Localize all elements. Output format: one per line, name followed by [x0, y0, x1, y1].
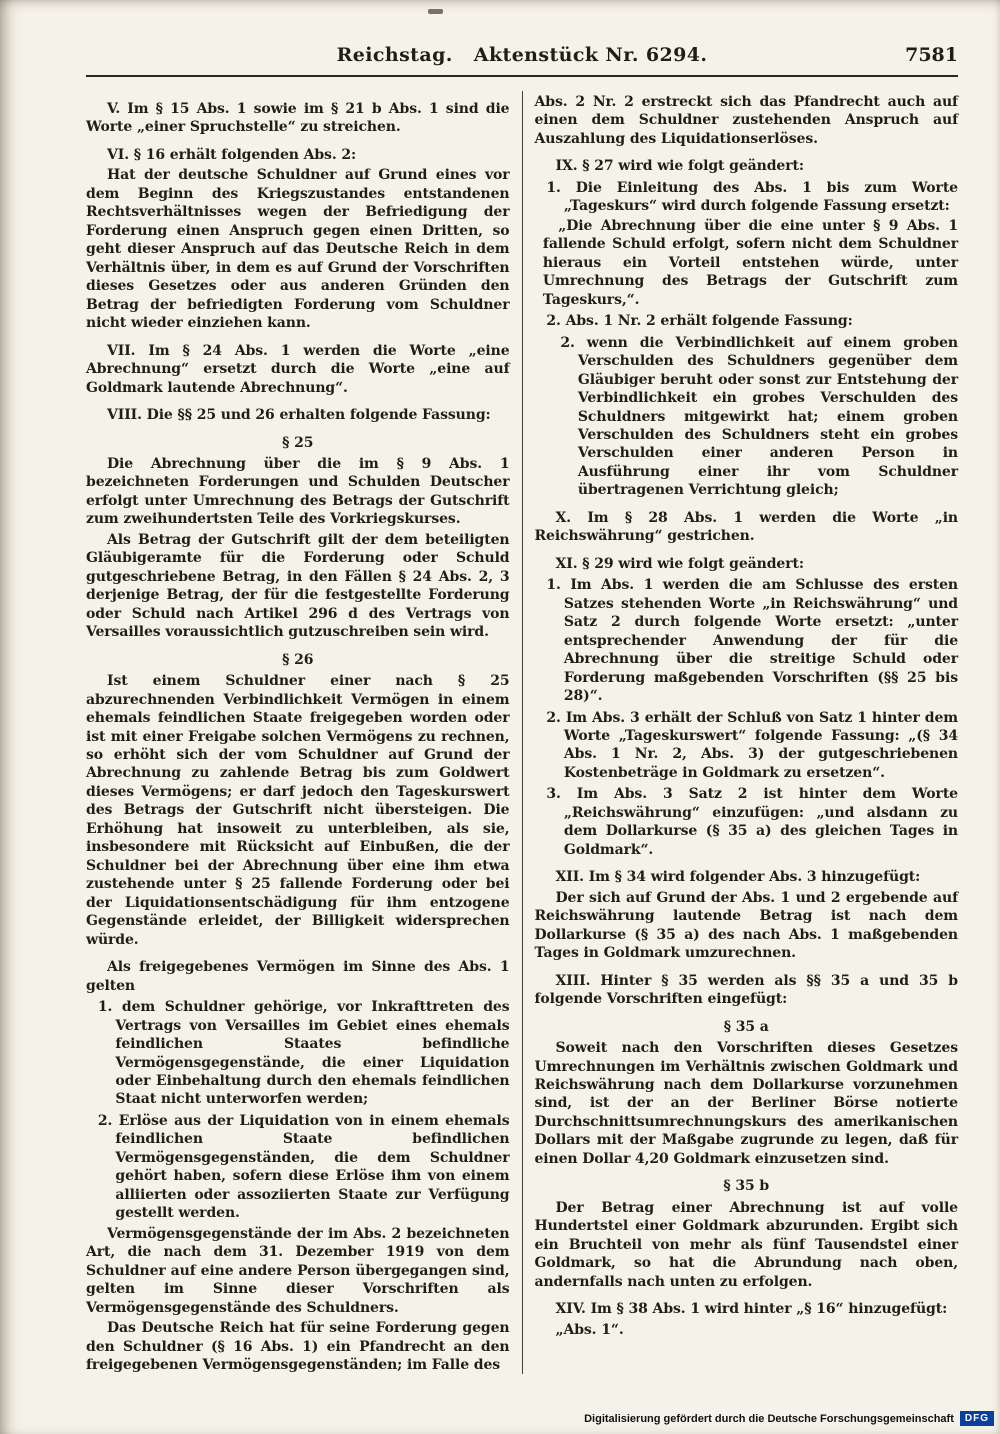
page-header: [86, 44, 958, 70]
quoted-line: „Abs. 1“.: [555, 1321, 624, 1338]
page-number: 7581: [905, 44, 958, 66]
list-item-1: 1. Im Abs. 1 werden die am Schlusse des ersten Satzes stehenden Worte „in Reichswährung“ und Satz 2 durch folgende Worte ersetzt: „unter entsprechender Anwendung der für die Abrechnung über die streitige Schuld oder Forderung maßgebenden Vorschriften (§§ 25 bis 28)“.: [546, 577, 958, 705]
paragraph: Ist einem Schuldner einer nach § 25 abzurechnenden Verbindlichkeit Vermögen in einem ehemals feindlichen Staate freigegeben worden oder ist mit einer Freigabe solchen Vermögens zu rechnen, so erhöht sich der vom Schuldner auf Grund der Abrechnung zu zahlende Betrag bis zum Goldwert dieses Vermögens; er darf jedoch den Tageskurswert des Betrags der Gutschrift nicht übersteigen. Die Erhöhung hat insoweit zu unterbleiben, als sie, insbesondere mit Rücksicht auf Einbußen, die der Schuldner bei der Abrechnung über eine ihm etwa zustehende unter § 25 fallende Forderung oder bei der Liquidationsentschädigung für ihm entzogene Gegenstände erleidet, der Billigkeit widersprechen würde.: [86, 673, 510, 948]
list-item-2: 2. Im Abs. 3 erhält der Schluß von Satz 1 hinter dem Worte „Tageskurswert“ folgende Fassung: „(§ 34 Abs. 1 Nr. 2, Abs. 3) der gutgeschriebenen Kostenbeträge in Goldmark zu ersetzen“.: [546, 709, 958, 781]
paragraph: Vermögensgegenstände der im Abs. 2 bezeichneten Art, die nach dem 31. Dezember 1919 von dem Schuldner auf eine andere Person übergegangen sind, gelten im Sinne dieser Vorschriften als Vermögensgegenstände des Schuldners.: [86, 1225, 510, 1316]
header-rule: [86, 75, 958, 77]
quoted-passage: „Die Abrechnung über die eine unter § 9 Abs. 1 fallende Schuld erfolgt, sofern nicht dem Schuldner hieraus ein Vorteil entstehen würde, unter Umrechnung des Betrags der Gutschrift zum Tageskurs,“.: [542, 217, 958, 308]
list-item-1: 1. Die Einleitung des Abs. 1 bis zum Worte „Tageskurs“ wird durch folgende Fassung ersetzt:: [546, 179, 958, 215]
column-divider: [522, 91, 523, 1374]
paragraph: Der sich auf Grund der Abs. 1 und 2 ergebende auf Reichswährung lautende Betrag ist nach dem Dollarkurse (§ 35 a) des nach Abs. 1 maßgebenden Tages in Goldmark umzurechnen.: [534, 889, 958, 962]
section-heading-25: § 25: [282, 434, 314, 451]
document-title: Reichstag. Aktenstück Nr. 6294.: [336, 44, 708, 66]
roman-item-v: V. Im § 15 Abs. 1 sowie im § 21 b Abs. 1 sind die Worte „einer Spruchstelle“ zu streichen.: [86, 101, 510, 136]
scan-artifact: [428, 9, 443, 14]
roman-item-ix: IX. § 27 wird wie folgt geändert:: [555, 158, 804, 175]
list-item-2: 2. Abs. 1 Nr. 2 erhält folgende Fassung:: [546, 313, 853, 330]
section-heading-35a: § 35 a: [723, 1018, 769, 1035]
paragraph: Die Abrechnung über die im § 9 Abs. 1 bezeichneten Forderungen und Schulden Deutscher erfolgt unter Umrechnung des Betrags der Gutschrift zum zweihundertsten Teile des Vorkriegskurses.: [86, 455, 510, 528]
paragraph-continuation: Abs. 2 Nr. 2 erstreckt sich das Pfandrecht auch auf einen dem Schuldner zustehenden Anspruch auf Auszahlung des Liquidationserlöses.: [534, 94, 958, 147]
roman-item-vii: VII. Im § 24 Abs. 1 werden die Worte „eine Abrechnung“ ersetzt durch die Worte „eine auf Goldmark lautende Abrechnung“.: [86, 342, 510, 396]
roman-item-viii: VIII. Die §§ 25 und 26 erhalten folgende Fassung:: [107, 407, 491, 424]
roman-item-xiv: XIV. Im § 38 Abs. 1 wird hinter „§ 16“ hinzugefügt:: [555, 1301, 948, 1318]
roman-item-xii: XII. Im § 34 wird folgender Abs. 3 hinzugefügt:: [555, 869, 921, 886]
roman-item-xiii: XIII. Hinter § 35 werden als §§ 35 a und 35 b folgende Vorschriften eingefügt:: [534, 972, 958, 1008]
paragraph: Als freigegebenes Vermögen im Sinne des Abs. 1 gelten: [86, 959, 510, 994]
dfg-logo: DFG: [960, 1411, 994, 1426]
left-column: [86, 91, 510, 1374]
credit-text: Digitalisierung gefördert durch die Deutsche Forschungsgemeinschaft: [584, 1412, 954, 1425]
list-item-3: 3. Im Abs. 3 Satz 2 ist hinter dem Worte „Reichswährung“ einzufügen: „und alsdann zu dem Dollarkurse (§ 35 a) des gleichen Tages in Goldmark“.: [546, 786, 958, 858]
digitization-credit: [584, 1411, 994, 1426]
paragraph: Hat der deutsche Schuldner auf Grund eines vor dem Beginn des Kriegszustandes entstandenen Rechtsverhältnisses wegen der Befriedigung der Forderung einen Anspruch gegen einen Dritten, so geht dieser Anspruch auf das Deutsche Reich in dem Verhältnis über, in dem es auf Grund der Vorschriften dieses Gesetzes oder aus anderen Gründen den Betrag der befriedigten Forderung vom Schuldner nicht wieder einziehen kann.: [86, 167, 510, 332]
document-body: [86, 91, 958, 1374]
right-column: [535, 91, 959, 1374]
nested-list-item-2: 2. wenn die Verbindlichkeit auf einem groben Verschulden des Schuldners gegenüber dem Gläubiger beruht oder sonst zur Entstehung der Verbindlichkeit ein grobes Verschulden des Schuldners mitgewirkt hat; einem groben Verschulden des Schuldners steht ein grobes Verschulden einer anderen Person in Ausführung einer ihr vom Schuldner übertragenen Verrichtung gleich;: [560, 334, 958, 499]
paragraph: Soweit nach den Vorschriften dieses Gesetzes Umrechnungen im Verhältnis zwischen Goldmark und Reichswährung nach dem Dollarkurse vorzunehmen sind, ist der an der Berliner Börse notierte Durchschnittsumrechnungskurs des amerikanischen Dollars mit der Maßgabe zugrunde zu legen, daß für einen Dollar 4,20 Goldmark einzusetzen sind.: [534, 1040, 958, 1167]
roman-item-vi: VI. § 16 erhält folgenden Abs. 2:: [107, 146, 357, 163]
section-heading-26: § 26: [282, 651, 314, 668]
paragraph: Der Betrag einer Abrechnung ist auf volle Hundertstel einer Goldmark abzurunden. Ergibt sich ein Bruchteil von mehr als fünf Tausendstel einer Goldmark, so hat die Abrundung nach oben, andernfalls nach unten zu erfolgen.: [534, 1199, 958, 1290]
roman-item-x: X. Im § 28 Abs. 1 werden die Worte „in Reichswährung“ gestrichen.: [534, 509, 958, 545]
paragraph: Als Betrag der Gutschrift gilt der dem beteiligten Gläubigeramte für die Forderung oder Schuld gutgeschriebene Betrag, in den Fällen § 24 Abs. 2, 3 derjenige Betrag, der für die festgestellte Forderung oder Schuld nach Artikel 296 d des Vertrags von Versailles voraussichtlich gutzuschreiben sein wird.: [86, 531, 510, 641]
roman-item-xi: XI. § 29 wird wie folgt geändert:: [555, 555, 804, 572]
list-item-2: 2. Erlöse aus der Liquidation von in einem ehemals feindlichen Staate befindlichen Vermögensgegenständen, die dem Schuldner gehört haben, sofern diese Erlöse ihm von einem alliierten oder assoziierten Staate zur Verfügung gestellt werden.: [97, 1112, 510, 1222]
section-heading-35b: § 35 b: [723, 1178, 770, 1195]
list-item-1: 1. dem Schuldner gehörige, vor Inkrafttreten des Vertrags von Versailles im Gebiet eines ehemals feindlichen Staates befindliche Vermögensgegenstände, die einer Liquidation oder Einbehaltung durch den ehemals feindlichen Staat nicht unterworfen werden;: [97, 999, 510, 1108]
paragraph: Das Deutsche Reich hat für seine Forderung gegen den Schuldner (§ 16 Abs. 1) ein Pfandrecht an den freigegebenen Vermögensgegenständen; im Falle des: [86, 1320, 510, 1373]
